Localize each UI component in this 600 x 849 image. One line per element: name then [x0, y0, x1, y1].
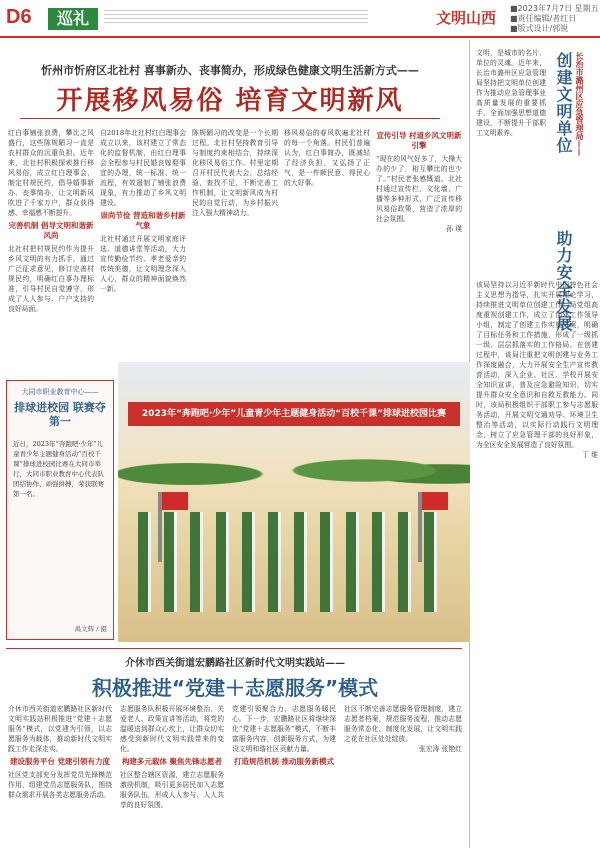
article2-column-1 — [8, 704, 112, 844]
article2-subhead-e: 构建多元载体 聚焦先锋志愿者 — [121, 757, 223, 766]
news-box-volleyball — [6, 380, 114, 640]
article2-subhead-f: 打造规范机制 推动服务新模式 — [233, 757, 335, 766]
side-title-a: 创建文明单位 — [554, 52, 573, 154]
box-author: 禹文辉 / 摄 — [74, 625, 107, 633]
side-column-2 — [476, 280, 598, 846]
section-rule — [6, 648, 462, 649]
article2-column-3 — [232, 704, 336, 844]
box-title: 排球进校园 联赛夺第一 — [14, 401, 106, 428]
side-col2-text: 该局坚持以习近平新时代中国特色社会主义思想为指导，扎实开展理论学习，持续推进文明单位创建工作。局党组高度重视创建工作，成立了创建工作领导小组，制定了创建工作实施方案，明确了目标任务和工作措施，形成了一级抓一级、层层抓落实的工作格局。在创建过程中，该局注重把文明创建与业务工作深度融合，大力开展安全生产宣传教育活动，深入企业、社区、学校开展安全知识宣讲，普及应急避险知识，切实提升群众安全意识和自救互救能力。同时，该局积极组织干部职工参与志愿服务活动，开展文明交通劝导、环境卫生整治等活动，以实际行动践行文明理念，树立了应急管理干部的良好形象，为全区安全发展营造了良好氛围。 — [476, 281, 598, 449]
article1-column-1 — [8, 128, 94, 356]
article2-col2-text: 志愿服务队积极开展环境整治、关爱老人、政策宣讲等活动，将党的温暖送到群众心坎上，让群众切实感受到新时代文明实践带来的变化。 — [120, 705, 224, 753]
article1-col1b-text: 北社村把村规民约作为提升乡风文明的有力抓手，通过广泛征求意见，修订完善村规民约，明确红白事办理标准，引导村民自觉遵守，形成了人人参与、户户支持的良好局面。 — [8, 245, 94, 313]
article2-col1b-text: 社区党支部充分发挥党员先锋模范作用，组建党员志愿服务队，围绕群众需求开展各类志愿服务活动。 — [8, 771, 112, 799]
article2-col3-text: 党建引领聚合力，志愿服务暖民心。下一步，宏鹏路社区将继续深化“党建＋志愿服务”模式，不断丰富服务内容，创新服务方式，为建设文明和谐社区贡献力量。 — [232, 705, 336, 753]
headline-rule — [20, 118, 440, 119]
news-photo — [118, 362, 470, 642]
article1-col5-text: “现在的风气好多了，大操大办的少了，相互攀比的也少了。”村民老张感慨道。北社村通过宣传栏、文化墙、广播等多种形式，广泛宣传移风易俗政策，营造了浓厚的社会氛围。 — [376, 155, 462, 223]
header-decoration — [104, 10, 368, 24]
page-header — [0, 0, 600, 38]
article2-col2b-text: 社区整合辖区资源，建立志愿服务激励机制，吸引更多居民加入志愿服务队伍，形成人人参与、人人共享的良好氛围。 — [120, 771, 224, 809]
article1-subhead-c: 宣传引导 村道乡风文明新引擎 — [376, 131, 462, 150]
side-kicker: 长治市潞州区应急管理局—— — [575, 52, 584, 156]
photo-students — [138, 512, 450, 612]
article1-subhead-a: 完善机制 倡导文明和谐新风尚 — [8, 221, 94, 240]
article1-col4-text: 移风易俗的春风吹遍北社村的每一个角落。村民们普遍认为，红白事简办，既减轻了经济负担，又弘扬了正气，是一件顺民意、得民心的大好事。 — [284, 129, 370, 187]
article2-subtitle: 介休市西关街道宏鹏路社区新时代文明实践站—— — [125, 658, 345, 669]
article2-column-2 — [120, 704, 224, 844]
article1-col1-text: 红白事铺张浪费，攀比之风盛行，这些陈规陋习一直是农村群众的沉重负担。近年来，北社村积极探索推行移风易俗，成立红白理事会，制定村规民约，倡导婚事新办、丧事简办，让文明新风吹进了千家万户，群众获得感、幸福感不断提升。 — [8, 129, 94, 217]
article1-column-4 — [284, 128, 370, 356]
article1-column-3 — [192, 128, 278, 356]
photo-banner: 2023年“奔跑吧·少年”儿童青少年主题健身活动“百校千课”排球进校园比赛 — [128, 402, 460, 426]
masthead-logo: 文明山西 — [436, 9, 497, 27]
section-badge: 巡礼 — [48, 8, 98, 30]
article1-col3-text: 陈规陋习的改变是一个长期过程。北社村坚持教育引导与制度约束相结合，持续深化移风易俗工作。村里定期召开村民代表大会，总结经验，查找不足，不断完善工作机制，让文明新风成为村民的自觉行动，为乡村振兴注入强大精神动力。 — [192, 129, 278, 217]
article2-subhead-d: 建设服务平台 党建引领有力度 — [9, 757, 111, 766]
article1-headline: 开展移风易俗 培育文明新风 — [56, 86, 404, 116]
article1-col2-text: 自2018年北社村红白理事会成立以来，该村建立了常态化的监督机制，由红白理事会全程参与村民婚丧嫁娶事宜的办理，统一标准、统一流程，有效遏制了铺张浪费现象，有力推动了乡风文明建设。 — [100, 129, 186, 207]
box-body: 近日，2023年“奔跑吧·少年”儿童青少年主题健身活动“百校千课”排球进校园比赛在大同市举行，大同市职业教育中心代表队团结协作、顽强拼搏，荣获联赛第一名。 — [13, 440, 104, 498]
issue-designer: ■版式设计/郭锐 — [510, 24, 569, 33]
side-title-b: 助力安全发展 — [554, 230, 573, 332]
main-area — [0, 40, 470, 848]
article2-byline: 张宏涛 张艳红 — [419, 745, 462, 753]
article1-col2b-text: 北社村通过开展文明家庭评选、道德讲堂等活动，大力宣传勤俭节约、孝老爱亲的传统美德，让文明理念深入人心，群众的精神面貌焕然一新。 — [100, 235, 186, 293]
side-byline: 丁 维 — [582, 451, 598, 459]
issue-meta — [510, 4, 599, 34]
article1-subtitle: 忻州市忻府区北社村 喜事新办、丧事简办，形成绿色健康文明生活新方式—— — [41, 64, 419, 77]
issue-editor: ■责任编辑/者红日 — [510, 14, 577, 23]
box-kicker: 大同市职业教育中心—— — [21, 388, 99, 396]
page-number: D6 — [6, 6, 32, 28]
article2-headline: 积极推进“党建＋志愿服务”模式 — [91, 676, 379, 700]
article1-subhead-b: 崇尚节俭 营造和谐乡村新气象 — [100, 211, 186, 230]
article2-col4-text: 社区不断完善志愿服务管理制度，建立志愿者档案，规范服务流程，推动志愿服务常态化、制度化发展，让文明实践之花在社区处处绽放。 — [344, 705, 462, 743]
article2-col1-text: 介休市西关街道宏鹏路社区新时代文明实践站积极推进“党建＋志愿服务”模式，以党建为引领，以志愿服务为载体，推动新时代文明实践工作走深走实。 — [8, 705, 112, 753]
right-sidebar — [472, 40, 600, 848]
article2-column-4 — [344, 704, 462, 844]
side-column-1: 文明，是城市的名片、单位的灵魂。近年来，长治市潞州区应急管理局坚持把文明单位创建作为推动应急管理事业高质量发展的重要抓手，全面加强思想道德建设，不断提升干部职工文明素养。 — [476, 49, 546, 137]
article1-column-5 — [376, 128, 462, 356]
article1-byline: 孙 瑛 — [446, 225, 462, 233]
article1-column-2 — [100, 128, 186, 356]
issue-date: ■2023年7月7日 星期五 — [510, 4, 599, 13]
